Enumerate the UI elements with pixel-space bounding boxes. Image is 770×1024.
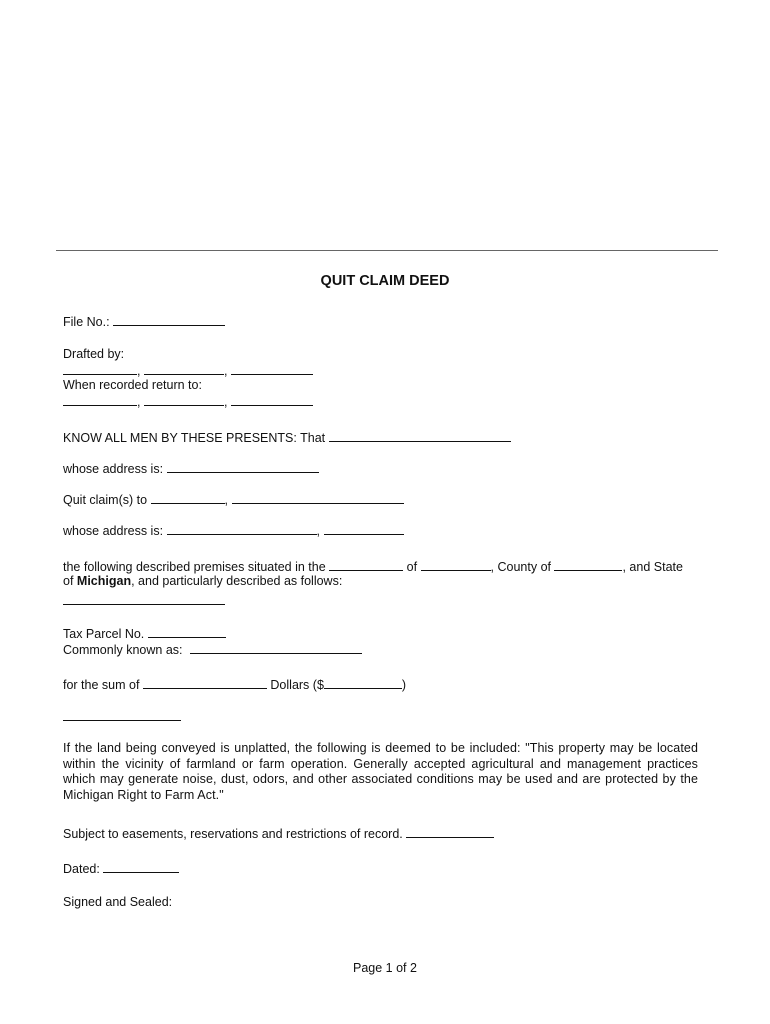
grantor-address-field[interactable] bbox=[167, 459, 319, 473]
return-to-row bbox=[63, 392, 313, 410]
file-no-field[interactable] bbox=[113, 312, 225, 326]
legal-description-field[interactable] bbox=[63, 591, 225, 605]
return-to-address-field[interactable] bbox=[144, 392, 224, 406]
page-footer: Page 1 of 2 bbox=[353, 961, 417, 975]
premises-county: , County of bbox=[490, 560, 551, 574]
whose-address2-label: whose address is: bbox=[63, 524, 164, 538]
return-to-name-field[interactable] bbox=[63, 392, 137, 406]
sum-words-field[interactable] bbox=[143, 675, 267, 689]
premises-of: of bbox=[406, 560, 418, 574]
premises-line2-rest: , and particularly described as follows: bbox=[131, 574, 343, 588]
drafted-by-label: Drafted by: bbox=[63, 347, 125, 361]
dollars-close: ) bbox=[401, 678, 407, 692]
county-field[interactable] bbox=[554, 557, 622, 571]
dated-field[interactable] bbox=[103, 859, 179, 873]
grantee-address-row bbox=[63, 521, 404, 539]
grantee-address-field[interactable] bbox=[167, 521, 317, 535]
dated-label: Dated: bbox=[63, 862, 100, 876]
premises-state: , and State bbox=[622, 560, 683, 574]
tax-parcel-label: Tax Parcel No. bbox=[63, 627, 145, 641]
comma: , bbox=[316, 524, 321, 538]
comma: , bbox=[223, 364, 228, 378]
extra-field[interactable] bbox=[63, 707, 181, 721]
sum-amount-field[interactable] bbox=[324, 675, 402, 689]
grantee-row bbox=[63, 490, 404, 508]
premises-row-2 bbox=[63, 573, 342, 589]
drafted-by-address-field[interactable] bbox=[144, 361, 224, 375]
subject-to-row bbox=[63, 824, 494, 842]
file-no-label: File No.: bbox=[63, 315, 110, 329]
whose-address-label: whose address is: bbox=[63, 462, 164, 476]
municipality-field[interactable] bbox=[329, 557, 403, 571]
return-to-city-field[interactable] bbox=[231, 392, 313, 406]
premises-line2-of: of bbox=[63, 574, 74, 588]
grantee-name2-field[interactable] bbox=[232, 490, 404, 504]
state-name: Michigan bbox=[76, 574, 132, 588]
commonly-known-label: Commonly known as: bbox=[63, 643, 183, 657]
grantee-name-field[interactable] bbox=[151, 490, 225, 504]
dated-row bbox=[63, 859, 179, 877]
legal-description-row bbox=[63, 591, 225, 609]
extra-line-row bbox=[63, 707, 181, 725]
commonly-known-field[interactable] bbox=[190, 640, 362, 654]
comma: , bbox=[224, 493, 229, 507]
commonly-known-row bbox=[63, 640, 362, 658]
grantee-city-field[interactable] bbox=[324, 521, 404, 535]
grantor-field[interactable] bbox=[329, 428, 511, 442]
municipality-name-field[interactable] bbox=[421, 557, 491, 571]
sum-label: for the sum of bbox=[63, 678, 140, 692]
know-all-label: KNOW ALL MEN BY THESE PRESENTS: That bbox=[63, 431, 326, 445]
dollars-label: Dollars ($ bbox=[270, 678, 324, 692]
comma: , bbox=[223, 395, 228, 409]
drafted-by-name-field[interactable] bbox=[63, 361, 137, 375]
farm-act-paragraph: If the land being conveyed is unplatted, the following is deemed to be included: "This property may be located within the vicinity of farmland or farm operation. Generally accepted agricultural and management practices which may generate noise, dust, odors, and other associated conditions may be used and are protected by the Michigan Right to Farm Act." bbox=[63, 741, 698, 802]
drafted-by-city-field[interactable] bbox=[231, 361, 313, 375]
sum-row bbox=[63, 675, 406, 693]
header-divider bbox=[56, 250, 718, 251]
premises-text: the following described premises situated in the bbox=[63, 560, 326, 574]
document-title: QUIT CLAIM DEED bbox=[320, 273, 450, 289]
comma: , bbox=[137, 364, 141, 378]
tax-parcel-field[interactable] bbox=[148, 624, 226, 638]
subject-to-field[interactable] bbox=[406, 824, 494, 838]
grantor-row bbox=[63, 428, 511, 446]
grantor-address-row bbox=[63, 459, 319, 477]
quit-claims-label: Quit claim(s) to bbox=[63, 493, 148, 507]
file-no-row bbox=[63, 312, 225, 330]
comma: , bbox=[137, 395, 141, 409]
subject-to-label: Subject to easements, reservations and restrictions of record. bbox=[63, 827, 403, 841]
return-to-label: When recorded return to: bbox=[63, 378, 202, 392]
signed-sealed-label: Signed and Sealed: bbox=[63, 895, 173, 909]
